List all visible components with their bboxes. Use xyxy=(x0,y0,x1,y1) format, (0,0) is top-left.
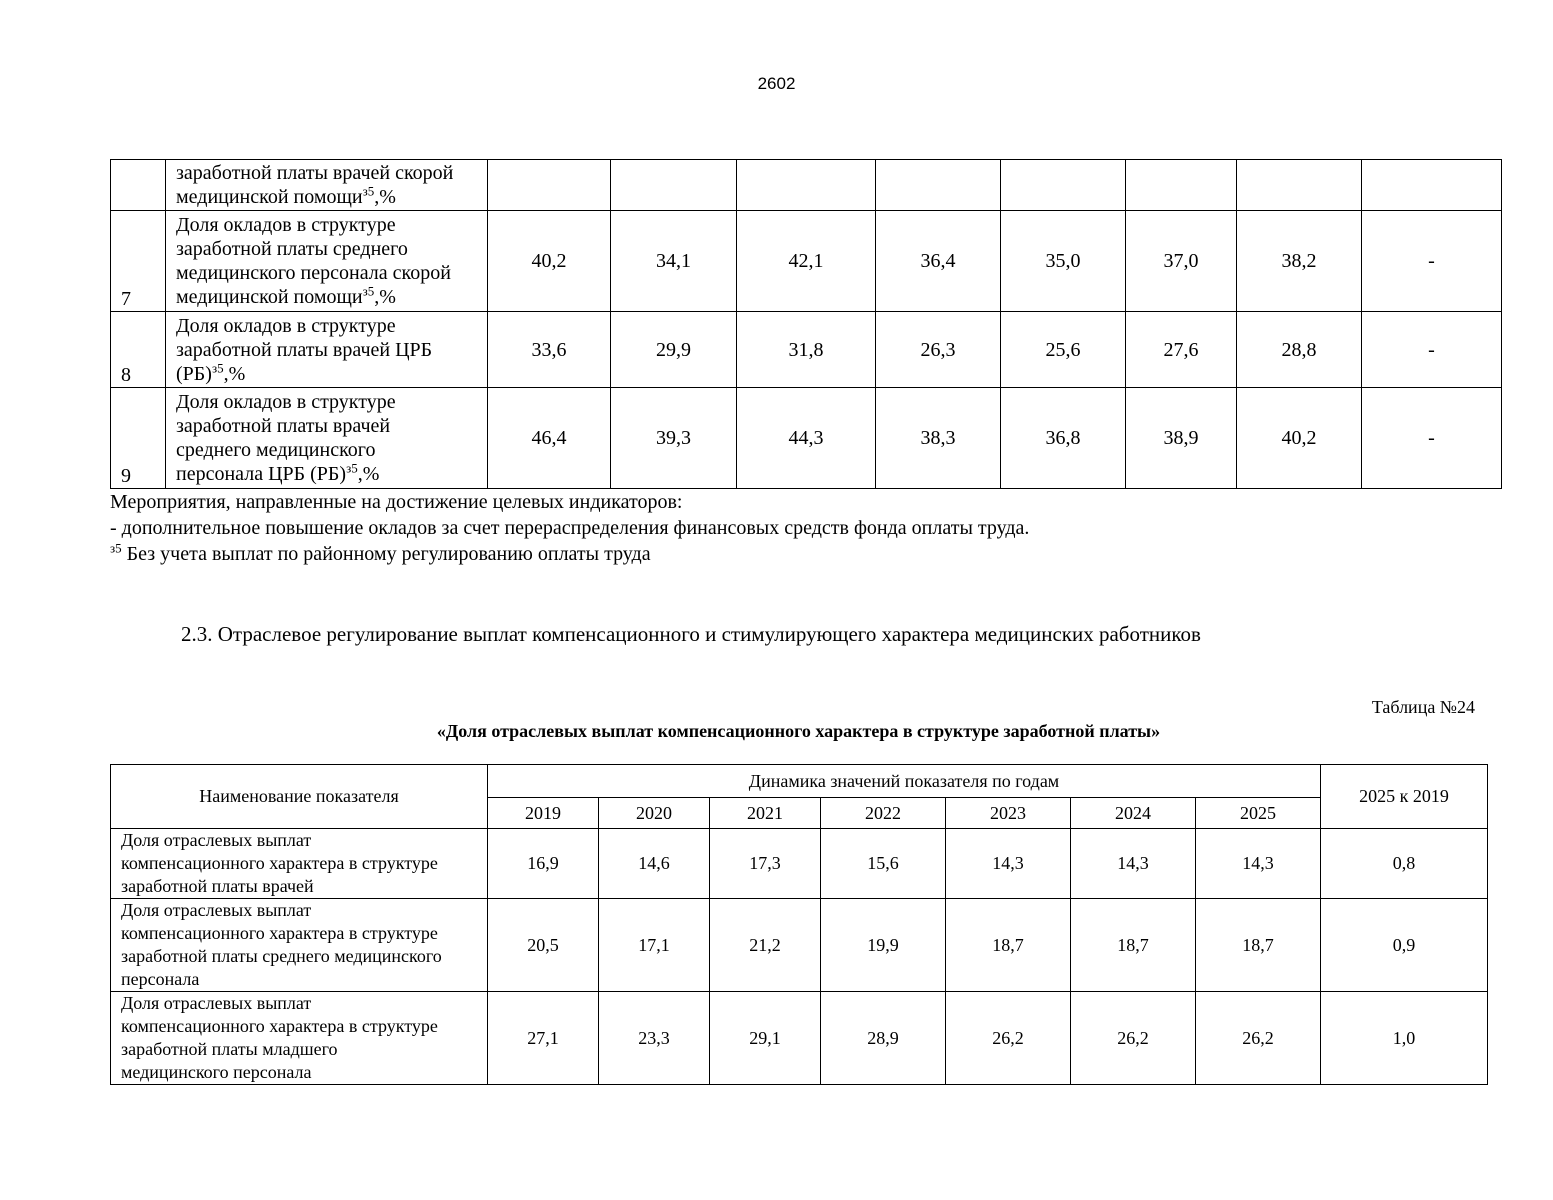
value-cell: - xyxy=(1362,312,1502,388)
value-cell: 18,7 xyxy=(1196,899,1321,992)
value-cell xyxy=(1237,160,1362,211)
indicator-name xyxy=(111,992,488,1085)
value-cell: 40,2 xyxy=(488,211,611,312)
footnote-text: Без учета выплат по районному регулированию оплаты труда xyxy=(121,543,651,565)
measures-title: Мероприятия, направленные на достижение целевых индикаторов: xyxy=(110,491,683,513)
table-row xyxy=(111,829,1488,899)
value-cell: 36,4 xyxy=(876,211,1001,312)
value-cell: 37,0 xyxy=(1126,211,1237,312)
value-cell: 27,6 xyxy=(1126,312,1237,388)
indicator-name-line: Доля отраслевых выплат xyxy=(121,830,312,850)
indicator-name-line: Доля отраслевых выплат xyxy=(121,993,312,1013)
indicator-name-line: заработной платы младшего xyxy=(121,1039,338,1059)
indicator-name xyxy=(111,899,488,992)
value-cell: 18,7 xyxy=(1071,899,1196,992)
indicator-name-line: компенсационного характера в структуре xyxy=(121,923,438,943)
footnote-mark: з5 xyxy=(110,540,122,556)
value-cell: 38,2 xyxy=(1237,211,1362,312)
indicator-name-line xyxy=(176,359,479,386)
indicator-name-line: заработной платы врачей xyxy=(176,415,391,437)
value-cell: 26,3 xyxy=(876,312,1001,388)
header-ratio: 2025 к 2019 xyxy=(1321,765,1488,829)
indicator-name xyxy=(166,211,488,312)
page-number: 2602 xyxy=(757,74,796,93)
indicator-name-line: Доля окладов в структуре xyxy=(176,314,396,337)
value-cell xyxy=(737,160,876,211)
value-cell: 15,6 xyxy=(821,829,946,899)
value-cell: 0,8 xyxy=(1321,829,1488,899)
value-cell: 14,3 xyxy=(1196,829,1321,899)
value-cell: 40,2 xyxy=(1237,388,1362,489)
value-cell: 20,5 xyxy=(488,899,599,992)
year-header: 2023 xyxy=(946,798,1071,829)
indicator-name-line: заработной платы среднего xyxy=(176,238,408,260)
year-header: 2019 xyxy=(488,798,599,829)
year-header: 2021 xyxy=(710,798,821,829)
indicator-name-line: Доля окладов в структуре xyxy=(176,214,396,236)
year-header: 2022 xyxy=(821,798,946,829)
unit-suffix: ,% xyxy=(374,186,396,208)
value-cell: 0,9 xyxy=(1321,899,1488,992)
value-cell: 25,6 xyxy=(1001,312,1126,388)
footnote-ref: з5 xyxy=(211,359,224,375)
value-cell: 21,2 xyxy=(710,899,821,992)
value-cell: 16,9 xyxy=(488,829,599,899)
value-cell: 29,1 xyxy=(710,992,821,1085)
value-cell: 38,3 xyxy=(876,388,1001,489)
indicator-name-line: персонала xyxy=(121,969,200,989)
year-header: 2025 xyxy=(1196,798,1321,829)
value-cell: 17,3 xyxy=(710,829,821,899)
measure-item: - дополнительное повышение окладов за счет перераспределения финансовых средств фонда оплаты труда. xyxy=(110,517,1030,539)
indicator-name-line: заработной платы врачей ЦРБ xyxy=(176,338,433,361)
value-cell: 36,8 xyxy=(1001,388,1126,489)
value-cell: 35,0 xyxy=(1001,211,1126,312)
table-number-label: Таблица №24 xyxy=(1371,697,1475,717)
value-cell: 18,7 xyxy=(946,899,1071,992)
value-cell: 33,6 xyxy=(488,312,611,388)
table-row xyxy=(111,312,1502,388)
row-number xyxy=(111,160,166,211)
value-cell: 26,2 xyxy=(1196,992,1321,1085)
row-number: 7 xyxy=(111,211,166,312)
value-cell: 28,9 xyxy=(821,992,946,1085)
value-cell: 29,9 xyxy=(611,312,737,388)
value-cell xyxy=(611,160,737,211)
value-cell xyxy=(1001,160,1126,211)
table-row xyxy=(111,160,1502,211)
indicators-table-continued xyxy=(110,159,1502,489)
indicator-name-line: заработной платы среднего медицинского xyxy=(121,946,442,966)
value-cell: 28,8 xyxy=(1237,312,1362,388)
indicator-name xyxy=(166,388,488,489)
table-caption: «Доля отраслевых выплат компенсационного характера в структуре заработной платы» xyxy=(436,721,1161,741)
indicator-name-line: медицинского персонала скорой xyxy=(176,262,451,284)
header-dynamics: Динамика значений показателя по годам xyxy=(488,765,1321,798)
indicator-name xyxy=(166,312,488,388)
row-number: 8 xyxy=(111,312,166,388)
indicator-name-line: медицинского персонала xyxy=(121,1062,312,1082)
indicator-name-line xyxy=(176,462,479,486)
unit-suffix: ,% xyxy=(223,362,246,385)
unit-suffix: ,% xyxy=(357,463,380,485)
row-number: 9 xyxy=(111,388,166,489)
value-cell: 31,8 xyxy=(737,312,876,388)
unit-suffix: ,% xyxy=(374,286,396,308)
value-cell: 38,9 xyxy=(1126,388,1237,489)
value-cell: 14,6 xyxy=(599,829,710,899)
value-cell: 42,1 xyxy=(737,211,876,312)
value-cell xyxy=(876,160,1001,211)
indicator-name-text: медицинской помощи xyxy=(176,286,363,308)
value-cell: 26,2 xyxy=(1071,992,1196,1085)
footnote-ref: з5 xyxy=(362,183,375,199)
value-cell xyxy=(1126,160,1237,211)
indicator-name-line: Доля отраслевых выплат xyxy=(121,900,312,920)
indicator-name-line: Доля окладов в структуре xyxy=(176,391,396,413)
value-cell: 26,2 xyxy=(946,992,1071,1085)
value-cell: - xyxy=(1362,388,1502,489)
table-row xyxy=(111,211,1502,312)
indicator-name-line: заработной платы врачей xyxy=(121,876,314,896)
indicator-name-text: (РБ) xyxy=(176,362,212,385)
value-cell: 23,3 xyxy=(599,992,710,1085)
footnote-ref: з5 xyxy=(346,460,358,476)
indicator-name-line: заработной платы врачей скорой xyxy=(176,162,454,184)
table-row xyxy=(111,899,1488,992)
indicator-name-text: медицинской помощи xyxy=(176,186,363,208)
table-row xyxy=(111,388,1502,489)
value-cell: - xyxy=(1362,211,1502,312)
indicator-name-line: компенсационного характера в структуре xyxy=(121,853,438,873)
value-cell xyxy=(488,160,611,211)
header-indicator-name: Наименование показателя xyxy=(111,765,488,829)
table-row xyxy=(111,992,1488,1085)
section-heading: 2.3. Отраслевое регулирование выплат компенсационного и стимулирующего характера медицинских работников xyxy=(181,622,1201,646)
value-cell: 46,4 xyxy=(488,388,611,489)
indicator-name-line: среднего медицинского xyxy=(176,439,376,461)
value-cell: 14,3 xyxy=(946,829,1071,899)
value-cell xyxy=(1362,160,1502,211)
value-cell: 17,1 xyxy=(599,899,710,992)
value-cell: 19,9 xyxy=(821,899,946,992)
indicator-name xyxy=(166,160,488,211)
year-header: 2024 xyxy=(1071,798,1196,829)
indicator-name-line: компенсационного характера в структуре xyxy=(121,1016,438,1036)
year-header: 2020 xyxy=(599,798,710,829)
value-cell: 1,0 xyxy=(1321,992,1488,1085)
footnote-ref: з5 xyxy=(362,283,375,299)
value-cell: 14,3 xyxy=(1071,829,1196,899)
indicator-name-text: персонала ЦРБ (РБ) xyxy=(176,463,347,485)
value-cell: 27,1 xyxy=(488,992,599,1085)
value-cell: 44,3 xyxy=(737,388,876,489)
compensation-share-table xyxy=(110,764,1488,1085)
indicator-name xyxy=(111,829,488,899)
indicator-name-line xyxy=(176,185,479,209)
footnote xyxy=(110,541,651,567)
value-cell: 39,3 xyxy=(611,388,737,489)
value-cell: 34,1 xyxy=(611,211,737,312)
indicator-name-line xyxy=(176,285,479,309)
